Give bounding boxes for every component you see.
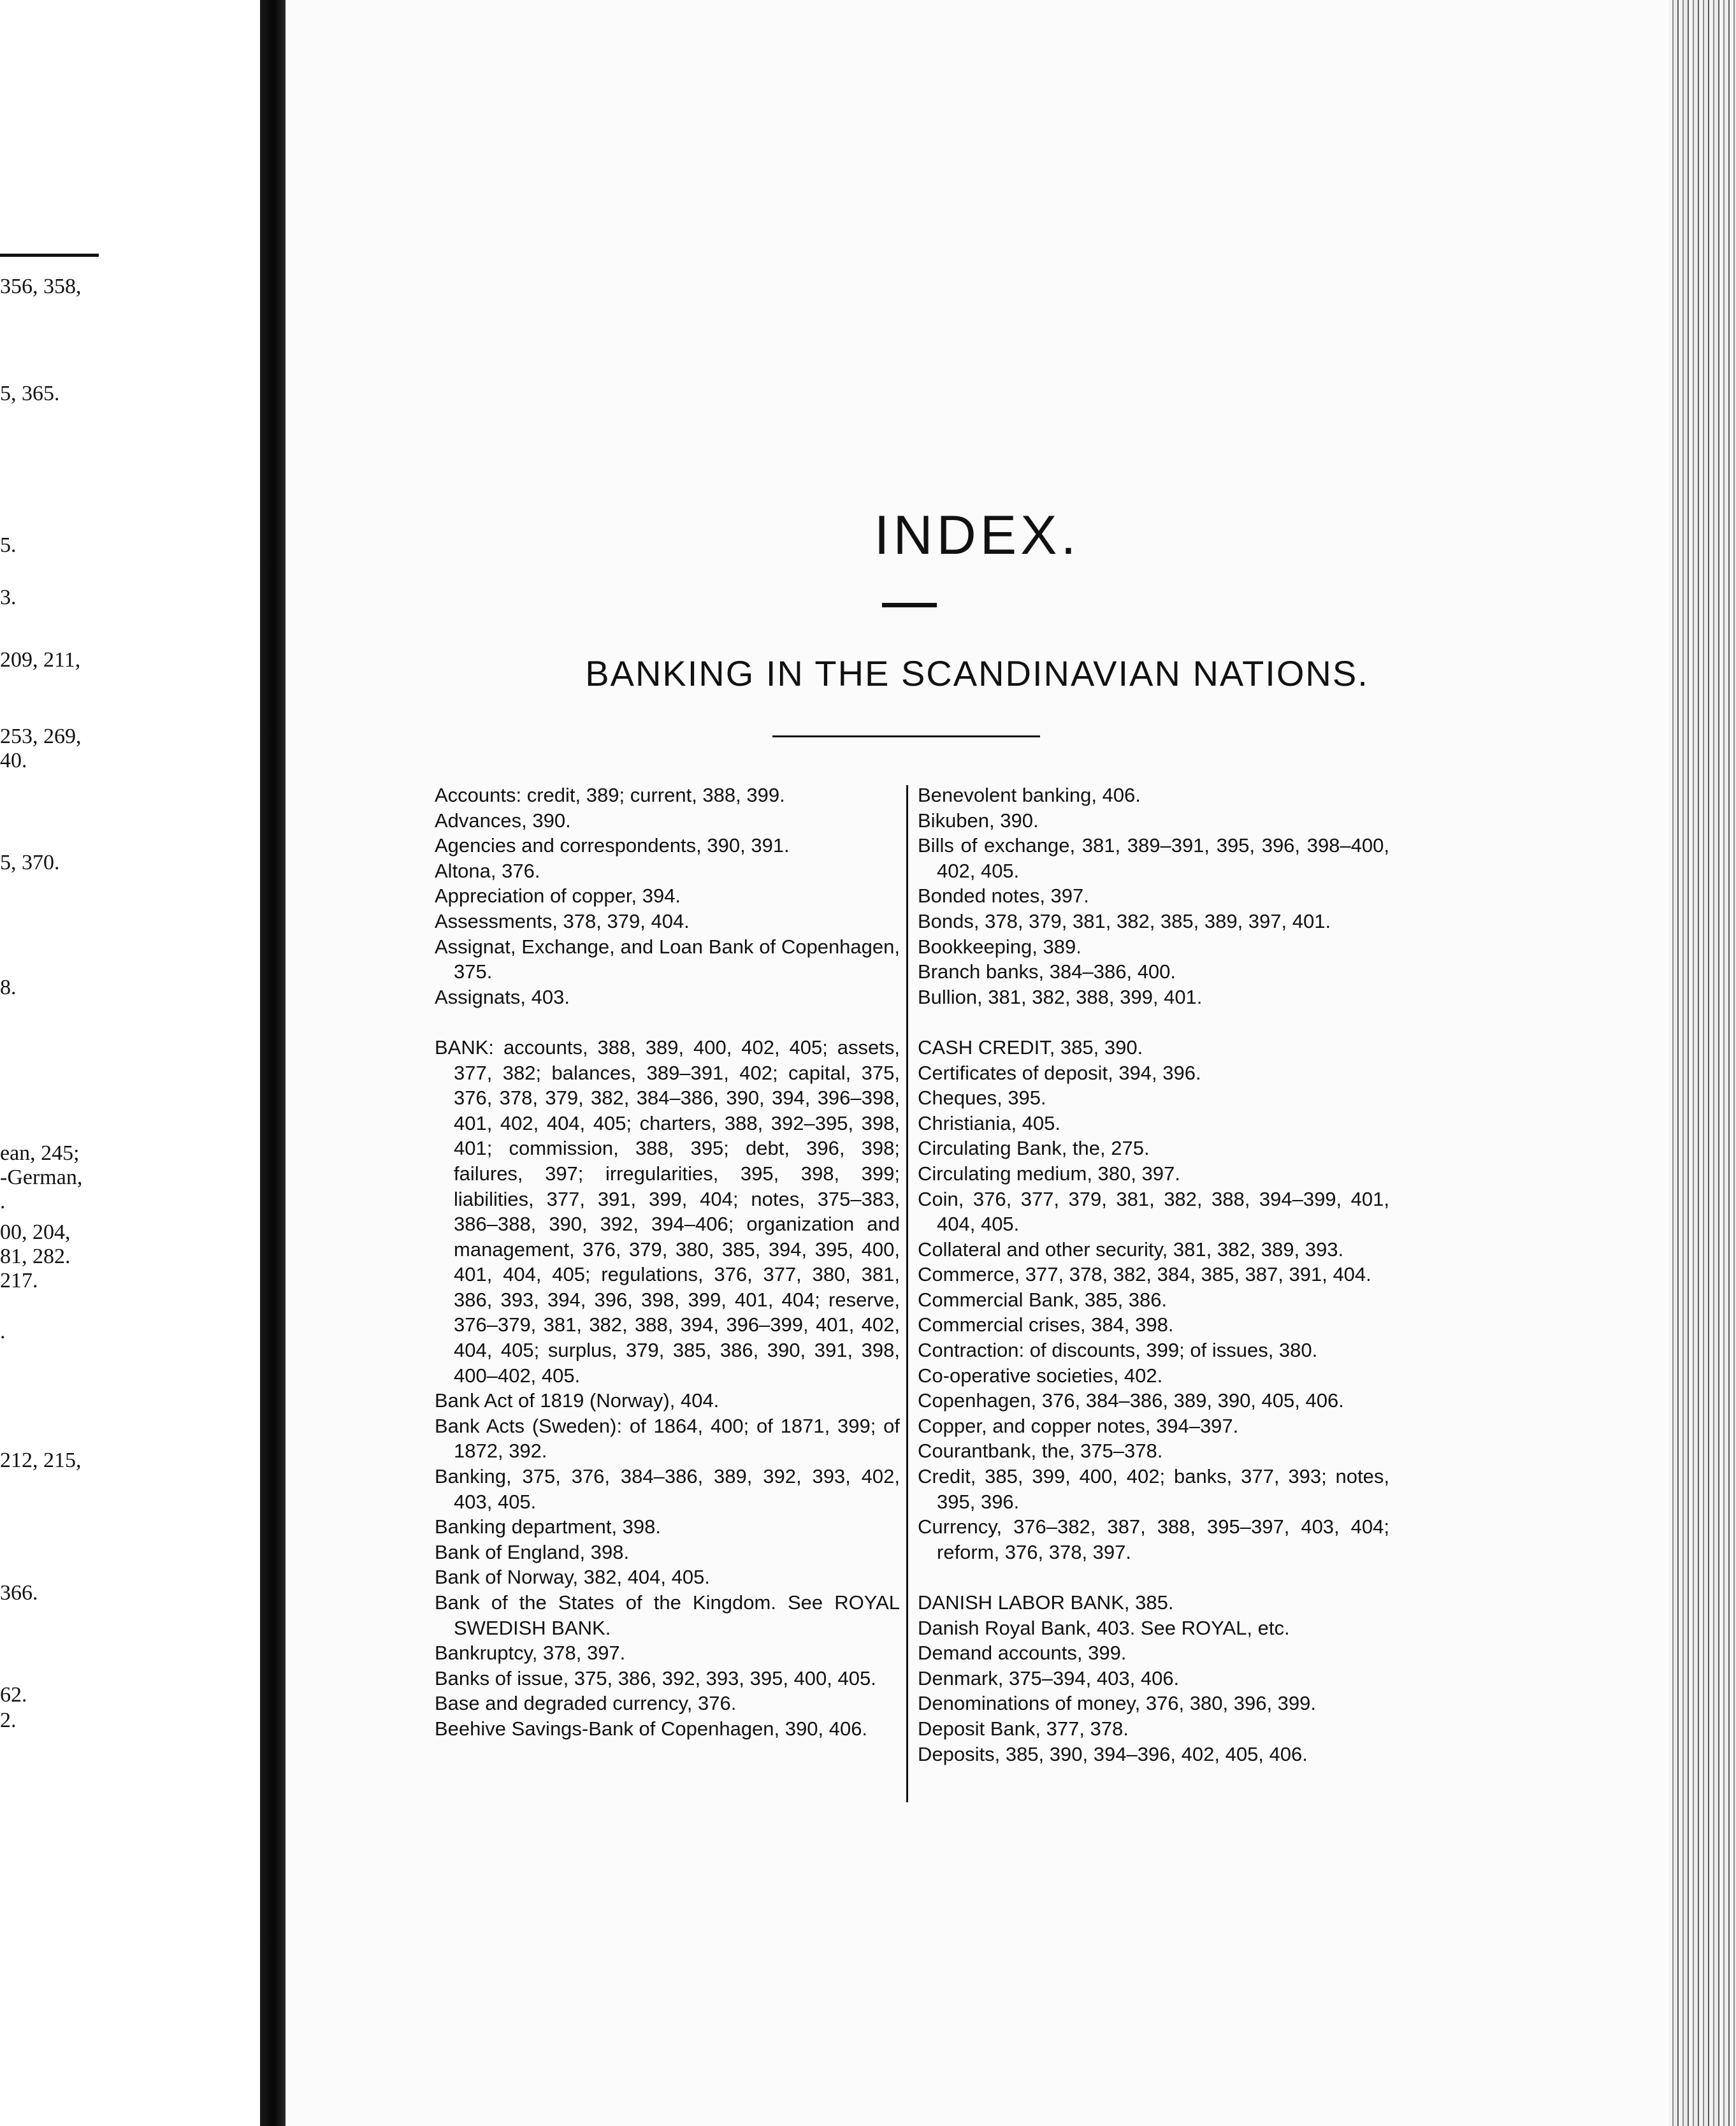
page-title: INDEX. — [874, 505, 1080, 566]
left-page-fragment: 253, 269, — [0, 725, 82, 748]
index-entry: Credit, 385, 399, 400, 402; banks, 377, 393; notes, 395, 396. — [918, 1465, 1389, 1513]
index-entry: Denmark, 375–394, 403, 406. — [918, 1667, 1180, 1689]
index-entry: Bank Acts (Sweden): of 1864, 400; of 1871, 399; of 1872, 392. — [435, 1414, 900, 1463]
left-page-fragment: . — [0, 1320, 6, 1343]
left-page-fragment: 5. — [0, 533, 17, 557]
index-entry: DANISH LABOR BANK, 385. — [918, 1591, 1174, 1614]
left-page-fragment: 366. — [0, 1581, 38, 1605]
index-entry: Certificates of deposit, 394, 396. — [918, 1061, 1201, 1084]
index-entry: Cheques, 395. — [918, 1087, 1046, 1110]
entry-group — [435, 1035, 900, 1742]
index-entry: Assignat, Exchange, and Loan Bank of Copenhagen, 375. — [435, 935, 900, 983]
index-entry: Danish Royal Bank, 403. See ROYAL, etc. — [918, 1616, 1290, 1639]
left-page-fragment: 81, 282. — [0, 1245, 71, 1268]
entry-group — [918, 1035, 1389, 1565]
index-entry: Bank of England, 398. — [435, 1540, 630, 1563]
index-entry: Bonded notes, 397. — [918, 885, 1089, 908]
left-page-fragment: 217. — [0, 1269, 38, 1292]
index-entry: Appreciation of copper, 394. — [435, 885, 681, 908]
index-entry: Bankruptcy, 378, 397. — [435, 1642, 626, 1665]
left-page-rule — [0, 254, 99, 257]
index-entry: Demand accounts, 399. — [918, 1642, 1127, 1665]
index-entry: Bullion, 381, 382, 388, 399, 401. — [918, 985, 1203, 1008]
index-entry: Commercial crises, 384, 398. — [918, 1313, 1174, 1336]
index-entry: Deposit Bank, 377, 378. — [918, 1717, 1129, 1740]
index-entry: Banking, 375, 376, 384–386, 389, 392, 393, 402, 403, 405. — [435, 1465, 900, 1513]
left-page-fragment: 209, 211, — [0, 648, 81, 672]
index-column-left — [435, 783, 900, 1742]
left-page-fragment: 62. — [0, 1683, 27, 1707]
group-gap — [918, 1565, 1389, 1590]
left-page-fragment: 5, 365. — [0, 382, 60, 405]
index-entry: Bank Act of 1819 (Norway), 404. — [435, 1389, 720, 1412]
left-page-fragment: 8. — [0, 976, 17, 999]
left-page-fragment: ean, 245; — [0, 1141, 80, 1165]
index-entry: Beehive Savings-Bank of Copenhagen, 390, 406. — [435, 1717, 868, 1740]
left-page-fragment: 40. — [0, 749, 27, 772]
index-entry: Benevolent banking, 406. — [918, 784, 1141, 806]
index-entry: Commercial Bank, 385, 386. — [918, 1288, 1168, 1311]
left-page-fragment: 00, 204, — [0, 1220, 71, 1244]
page-edges — [1668, 0, 1736, 2126]
index-entry: Base and degraded currency, 376. — [435, 1692, 737, 1715]
entry-group — [918, 1590, 1389, 1767]
section-heading: BANKING IN THE SCANDINAVIAN NATIONS. — [585, 653, 1369, 693]
index-entry: Deposits, 385, 390, 394–396, 402, 405, 406. — [918, 1742, 1308, 1765]
group-gap — [435, 1009, 900, 1035]
index-entry: Branch banks, 384–386, 400. — [918, 960, 1176, 983]
left-page-fragment: 356, 358, — [0, 275, 82, 298]
left-page-fragment: 2. — [0, 1709, 17, 1732]
index-entry: Bikuben, 390. — [918, 809, 1039, 832]
index-entry: Banks of issue, 375, 386, 392, 393, 395, 400, 405. — [435, 1667, 876, 1689]
index-entry: Bills of exchange, 381, 389–391, 395, 396, 398–400, 402, 405. — [918, 834, 1389, 882]
index-entry: Assignats, 403. — [435, 985, 570, 1008]
index-entry: CASH CREDIT, 385, 390. — [918, 1036, 1143, 1059]
index-entry: BANK: accounts, 388, 389, 400, 402, 405; assets, 377, 382; balances, 389–391, 402; capital, 375, 376, 378, 379, 382, 384–386, 390, 394, 396–398, 401, 402, 404, 405; charters, 388, 392–395, 398, 401; commission, 388, 395; debt, 396, 398; failures, 397; irregularities, 395, 398, 399; liabilities, 377, 391, 399, 404; notes, 375–383, 386–388, 390, 392, 394–406; organization and management, 376, 379, 380, 385, 394, 395, 400, 401, 404, 405; regulations, 376, 377, 380, 381, 386, 393, 394, 396, 398, 399, 401, 404; reserve, 376–379, 381, 382, 388, 394, 396–399, 401, 402, 404, 405; surplus, 379, 385, 386, 390, 391, 398, 400–402, 405. — [435, 1036, 900, 1387]
index-entry: Assessments, 378, 379, 404. — [435, 909, 690, 932]
index-entry: Altona, 376. — [435, 859, 540, 882]
index-entry: Christiania, 405. — [918, 1111, 1061, 1134]
index-entry: Bank of Norway, 382, 404, 405. — [435, 1566, 710, 1589]
index-entry: Bank of the States of the Kingdom. See ROYAL SWEDISH BANK. — [435, 1591, 900, 1639]
index-entry: Circulating Bank, the, 275. — [918, 1137, 1150, 1160]
group-gap — [918, 1009, 1389, 1035]
left-page-fragment: 5, 370. — [0, 851, 60, 874]
left-page-fragment: 3. — [0, 586, 17, 609]
column-divider — [906, 785, 908, 1802]
book-gutter — [260, 0, 286, 2126]
index-entry: Advances, 390. — [435, 809, 571, 832]
index-entry: Bonds, 378, 379, 381, 382, 385, 389, 397, 401. — [918, 909, 1331, 932]
left-page — [0, 0, 260, 2126]
index-entry: Copenhagen, 376, 384–386, 389, 390, 405, 406. — [918, 1389, 1344, 1412]
index-entry: Currency, 376–382, 387, 388, 395–397, 403, 404; reform, 376, 378, 397. — [918, 1515, 1389, 1563]
index-entry: Copper, and copper notes, 394–397. — [918, 1414, 1239, 1437]
left-page-fragment: . — [0, 1190, 6, 1213]
index-entry: Collateral and other security, 381, 382, 389, 393. — [918, 1238, 1344, 1261]
index-entry: Commerce, 377, 378, 382, 384, 385, 387, 391, 404. — [918, 1263, 1371, 1286]
index-entry: Circulating medium, 380, 397. — [918, 1162, 1180, 1185]
left-page-fragment: 212, 215, — [0, 1449, 82, 1472]
index-column-right — [918, 783, 1389, 1767]
entry-group — [918, 783, 1389, 1009]
index-entry: Banking department, 398. — [435, 1515, 662, 1538]
index-entry: Agencies and correspondents, 390, 391. — [435, 834, 790, 857]
index-entry: Contraction: of discounts, 399; of issues, 380. — [918, 1339, 1318, 1362]
heading-rule — [772, 735, 1040, 737]
entry-group — [435, 783, 900, 1009]
index-entry: Co-operative societies, 402. — [918, 1364, 1163, 1387]
index-entry: Accounts: credit, 389; current, 388, 399. — [435, 784, 785, 806]
index-entry: Coin, 376, 377, 379, 381, 382, 388, 394–399, 401, 404, 405. — [918, 1187, 1389, 1236]
title-rule — [882, 603, 937, 607]
index-entry: Courantbank, the, 375–378. — [918, 1440, 1163, 1463]
left-page-fragment: -German, — [0, 1166, 83, 1189]
index-entry: Denominations of money, 376, 380, 396, 399. — [918, 1692, 1317, 1715]
index-entry: Bookkeeping, 389. — [918, 935, 1081, 958]
